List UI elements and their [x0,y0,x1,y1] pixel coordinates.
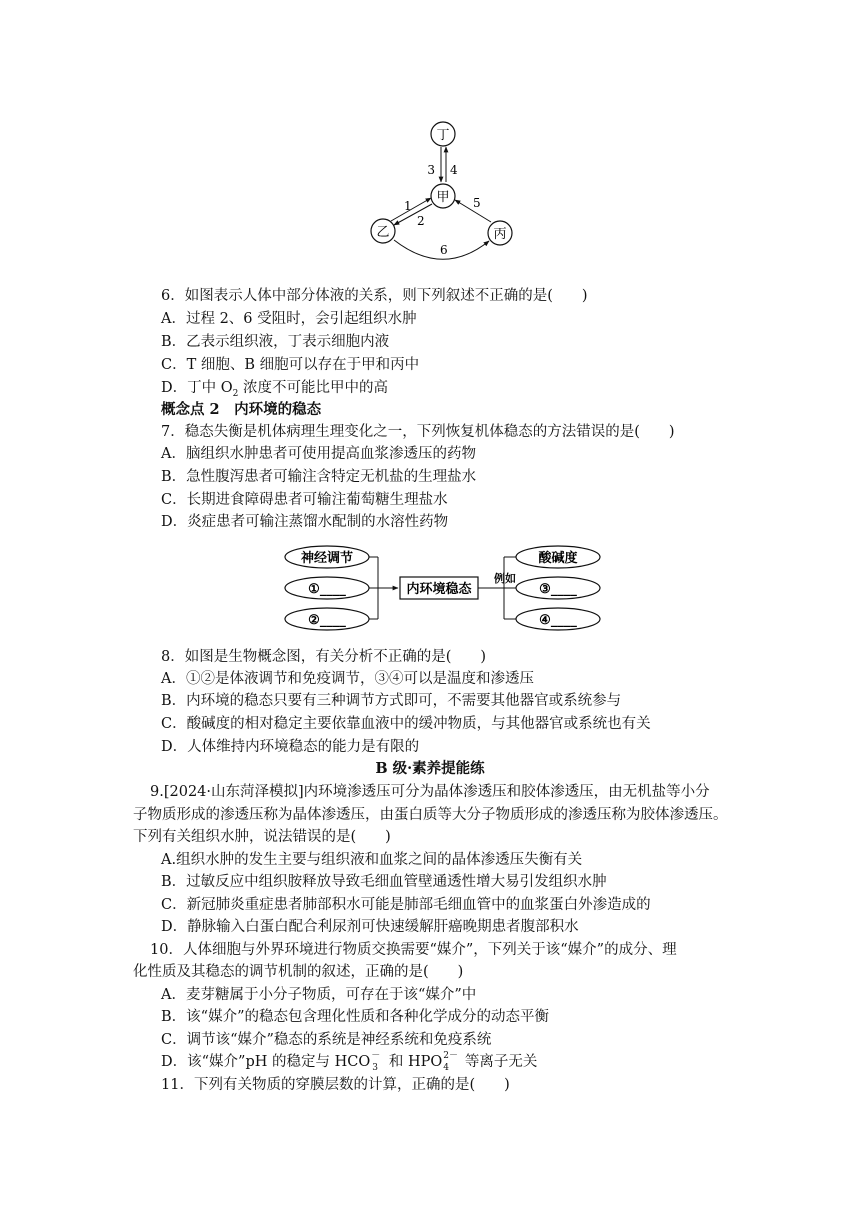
q7-option-c: C．长期进食障碍患者可输注葡萄糖生理盐水 [161,492,448,508]
q10-option-c: C．调节该“媒介”稳态的系统是神经系统和免疫系统 [161,1032,492,1048]
concept-left-3-label: ②____ [308,613,346,628]
concept-right-2-label: ③____ [539,582,577,597]
q9-option-c: C．新冠肺炎重症患者肺部积水可能是肺部毛细血管中的血浆蛋白外渗造成的 [161,897,651,913]
arrow-2-label: 2 [417,214,425,228]
node-ding [431,122,455,146]
q6-option-c: C．T 细胞、B 细胞可以存在于甲和丙中 [161,357,420,373]
arrow-4-label: 4 [450,163,458,177]
q8-stem: 8．如图是生物概念图，有关分析不正确的是( ) [161,649,487,665]
node-yi [371,219,395,243]
concept-example-label: 例如 [494,572,516,585]
q6-stem: 6．如图表示人体中部分体液的关系，则下列叙述不正确的是( ) [161,288,588,304]
section-b-heading: B 级·素养提能练 [375,760,485,777]
q11-stem: 11．下列有关物质的穿膜层数的计算，正确的是( ) [161,1077,510,1093]
q7-option-d: D．炎症患者可输注蒸馏水配制的水溶性药物 [161,514,449,530]
concept-right-1-label: 酸碱度 [538,551,578,566]
q8-option-a: A．①②是体液调节和免疫调节，③④可以是温度和渗透压 [161,671,534,687]
q6-option-b: B．乙表示组织液，丁表示细胞内液 [161,334,390,350]
arrow-2 [394,204,432,225]
q10-option-a: A．麦芽糖属于小分子物质，可存在于该“媒介”中 [161,987,477,1003]
q9-option-a: A.组织水肿的发生主要与组织液和血浆之间的晶体渗透压失衡有关 [161,852,583,868]
q7-option-b: B．急性腹泻患者可输注含特定无机盐的生理盐水 [161,469,477,485]
concept-left-2-label: ①____ [308,582,346,597]
q10-line-2: 化性质及其稳态的调节机制的叙述，正确的是( ) [133,964,464,980]
node-bing [488,221,512,245]
concept-center-label: 内环境稳态 [406,582,472,597]
node-bing-label: 丙 [493,227,507,242]
node-ding-label: 丁 [436,128,450,143]
concept-right-3-label: ④____ [539,613,577,628]
q7-option-a: A．脑组织水肿患者可使用提高血浆渗透压的药物 [161,446,476,462]
arrow-6-label: 6 [440,243,448,257]
q6-option-a: A．过程 2、6 受阻时，会引起组织水肿 [161,311,417,327]
q8-option-d: D．人体维持内环境稳态的能力是有限的 [161,739,420,755]
node-jia-label: 甲 [436,190,450,205]
concept-right-bracket [478,557,516,619]
q9-line-1: 9.[2024·山东菏泽模拟]内环境渗透压可分为晶体渗透压和胶体渗透压，由无机盐等小分 [150,784,710,800]
arrow-3-label: 3 [427,163,435,177]
node-jia [431,184,455,208]
q10-option-d: D．该“媒介”pH 的稳定与 HCO － 3 和 HPO 2－ 4 等离子无关 [161,1051,538,1073]
q9-line-3: 下列有关组织水肿，说法错误的是( ) [133,829,391,845]
q8-option-c: C．酸碱度的相对稳定主要依靠血液中的缓冲物质，与其他器官或系统也有关 [161,716,651,732]
q9-option-b: B．过敏反应中组织胺释放导致毛细血管壁通透性增大易引发组织水肿 [161,874,607,890]
node-yi-label: 乙 [376,225,390,240]
body-fluid-diagram [360,118,530,268]
arrow-1-label: 1 [404,199,412,213]
q9-line-2: 子物质形成的渗透压称为晶体渗透压，由蛋白质等大分子物质形成的渗透压称为胶体渗透压。 [133,807,728,823]
q7-stem: 7．稳态失衡是机体病理生理变化之一，下列恢复机体稳态的方法错误的是( ) [161,424,675,440]
q9-option-d: D．静脉输入白蛋白配合利尿剂可快速缓解肝癌晚期患者腹部积水 [161,919,579,935]
concept-left-1-label: 神经调节 [300,551,354,566]
q10-option-b: B．该“媒介”的稳态包含理化性质和各种化学成分的动态平衡 [161,1009,549,1025]
concept-heading: 概念点 2 内环境的稳态 [161,401,322,418]
concept-left-bracket [369,557,398,619]
q6-option-d: D．丁中 $O_2$ 浓度不可能比甲中的高 [161,380,388,399]
concept-map [282,540,612,636]
q10-line-1: 10．人体细胞与外界环境进行物质交换需要“媒介”，下列关于该“媒介”的成分、理 [150,942,677,958]
arrow-5-label: 5 [473,196,481,210]
q8-option-b: B．内环境的稳态只要有三种调节方式即可，不需要其他器官或系统参与 [161,693,622,709]
